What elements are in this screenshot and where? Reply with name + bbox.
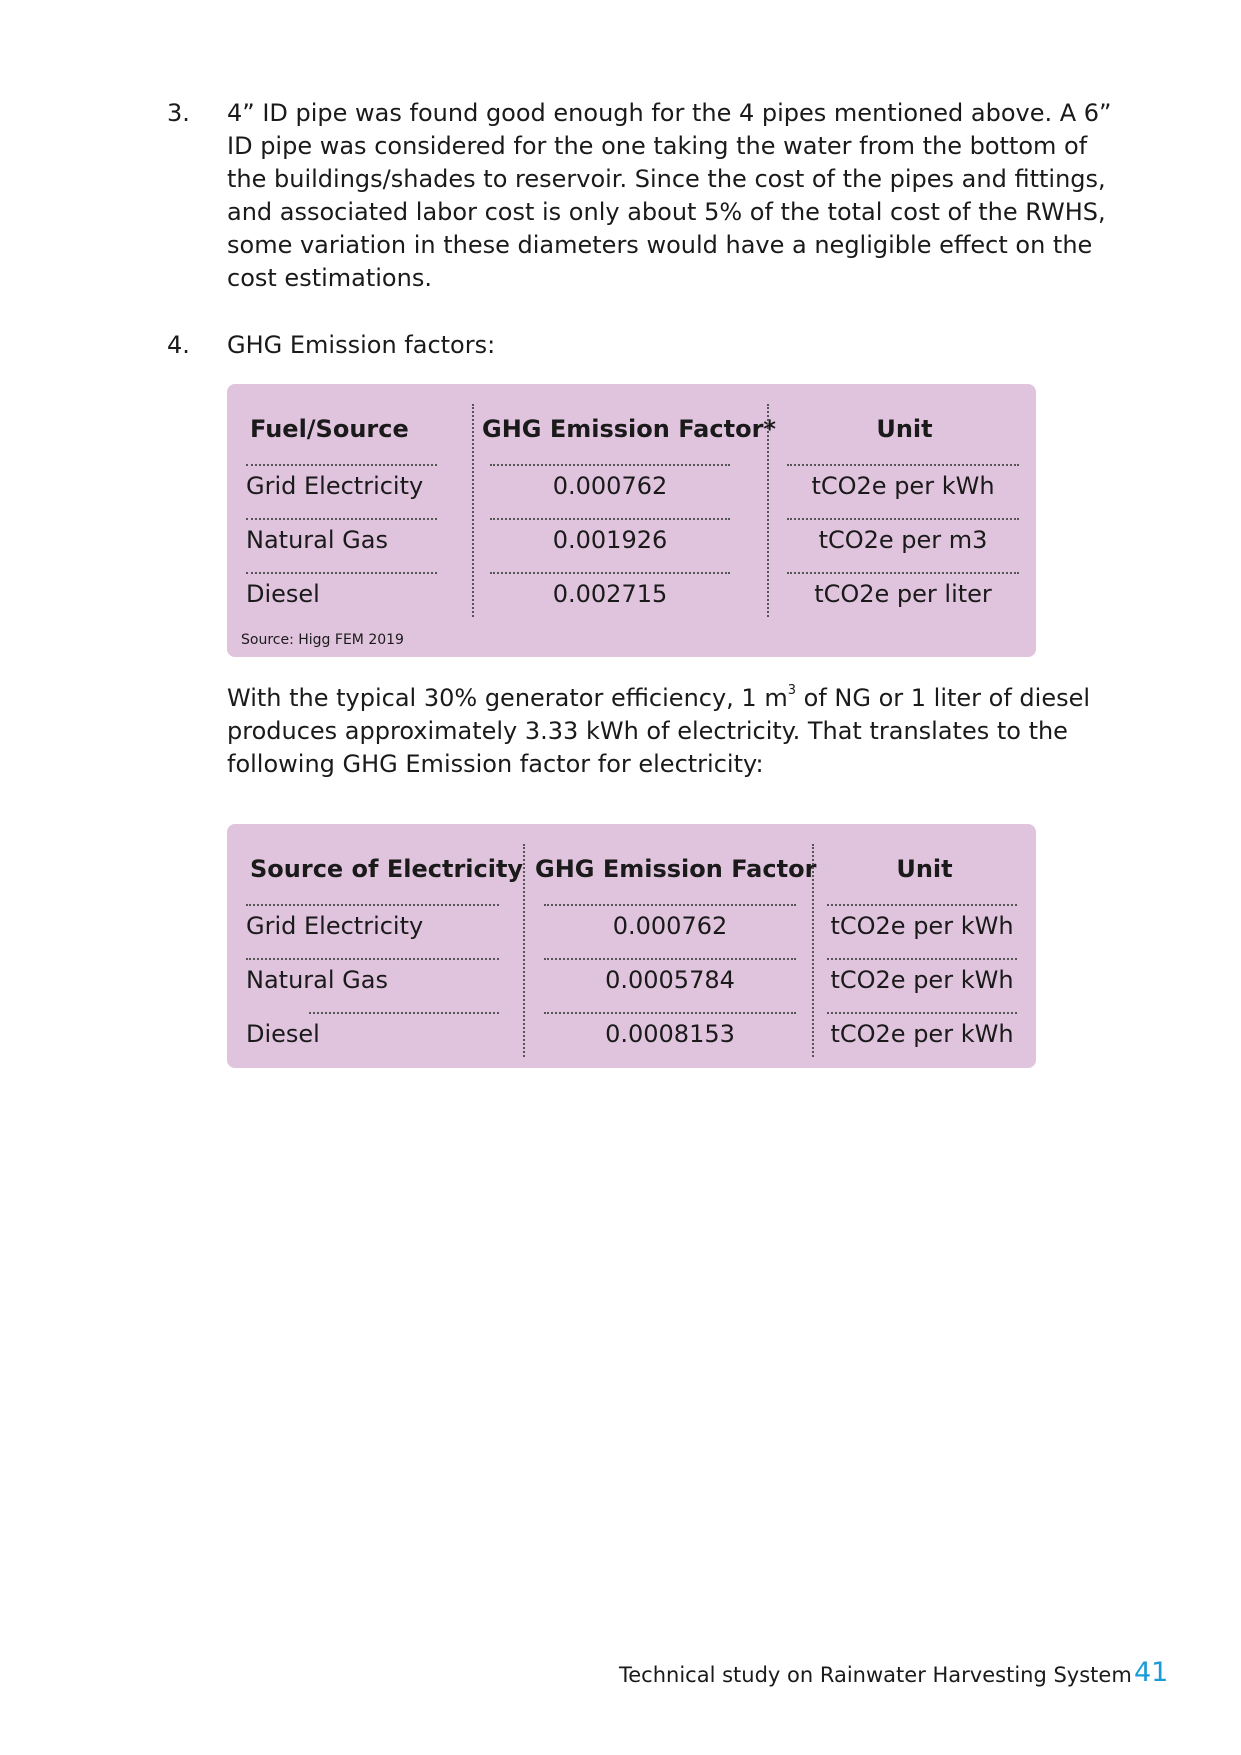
column-divider — [472, 404, 474, 617]
row-divider — [787, 518, 1019, 520]
table-header-source-of-electricity: Source of Electricity — [250, 855, 524, 883]
list-item-text: 4” ID pipe was found good enough for the 4 pipes mentioned above. A 6” ID pipe was considered for the one taking the water from the bottom of the buildings/shades to reservoir. Since the cost of the pipes and fittings, and associated labor cost is only about 5% of the total cost of the RWHS, some variation in these diameters would have a negligible effect on the cost estimations. — [227, 99, 1112, 292]
table-header-emission-factor: GHG Emission Factor* — [482, 415, 776, 443]
row-divider — [490, 464, 730, 466]
table-cell-factor: 0.002715 — [552, 580, 668, 608]
row-divider — [246, 958, 499, 960]
column-divider — [523, 844, 525, 1057]
table-header-fuel-source: Fuel/Source — [250, 415, 409, 443]
row-divider — [490, 518, 730, 520]
list-item-4 — [167, 329, 1167, 362]
row-divider — [827, 958, 1017, 960]
column-divider — [767, 404, 769, 617]
table-cell-source: Diesel — [246, 1020, 320, 1048]
list-item-number: 4. — [167, 331, 190, 359]
paragraph-text: of NG or 1 liter of diesel produces approximately 3.33 kWh of electricity. That translates to the following GHG Emission factor for electricity: — [227, 684, 1091, 778]
row-divider — [544, 904, 796, 906]
row-divider — [827, 1012, 1017, 1014]
row-divider — [309, 1012, 499, 1014]
table-cell-unit: tCO2e per kWh — [830, 1020, 1014, 1048]
table-cell-factor: 0.000762 — [552, 472, 668, 500]
generator-efficiency-paragraph — [227, 682, 1167, 781]
table-cell-source: Natural Gas — [246, 526, 388, 554]
table-cell-source: Diesel — [246, 580, 320, 608]
list-item-text: GHG Emission factors: — [227, 331, 496, 359]
table-header-emission-factor: GHG Emission Factor — [535, 855, 817, 883]
list-item-3 — [167, 97, 1167, 295]
table-cell-unit: tCO2e per kWh — [830, 966, 1014, 994]
row-divider — [544, 1012, 796, 1014]
row-divider — [490, 572, 730, 574]
table-cell-unit: tCO2e per kWh — [830, 912, 1014, 940]
table-cell-source: Grid Electricity — [246, 912, 424, 940]
table-header-unit: Unit — [896, 855, 953, 883]
table-cell-source: Natural Gas — [246, 966, 388, 994]
row-divider — [827, 904, 1017, 906]
footer-document-title: Technical study on Rainwater Harvesting System — [619, 1663, 1132, 1687]
table-cell-source: Grid Electricity — [246, 472, 424, 500]
list-item-number: 3. — [167, 99, 190, 127]
table-header-unit: Unit — [876, 415, 933, 443]
row-divider — [246, 572, 437, 574]
page-number: 41 — [1134, 1657, 1169, 1688]
table-cell-factor: 0.0005784 — [605, 966, 735, 994]
table-cell-unit: tCO2e per kWh — [811, 472, 995, 500]
table-cell-unit: tCO2e per m3 — [818, 526, 988, 554]
table-cell-factor: 0.001926 — [552, 526, 668, 554]
row-divider — [544, 958, 796, 960]
table-cell-unit: tCO2e per liter — [814, 580, 992, 608]
paragraph-text: With the typical 30% generator efficiency, 1 m — [227, 684, 788, 712]
table-cell-factor: 0.000762 — [612, 912, 728, 940]
table-source-note: Source: Higg FEM 2019 — [241, 632, 404, 648]
electricity-emission-table — [227, 824, 1036, 1068]
row-divider — [246, 464, 437, 466]
table-cell-factor: 0.0008153 — [605, 1020, 735, 1048]
row-divider — [787, 572, 1019, 574]
superscript: 3 — [787, 683, 796, 698]
row-divider — [787, 464, 1019, 466]
row-divider — [246, 904, 499, 906]
row-divider — [246, 518, 437, 520]
emission-factor-table — [227, 384, 1036, 657]
column-divider — [812, 844, 814, 1057]
